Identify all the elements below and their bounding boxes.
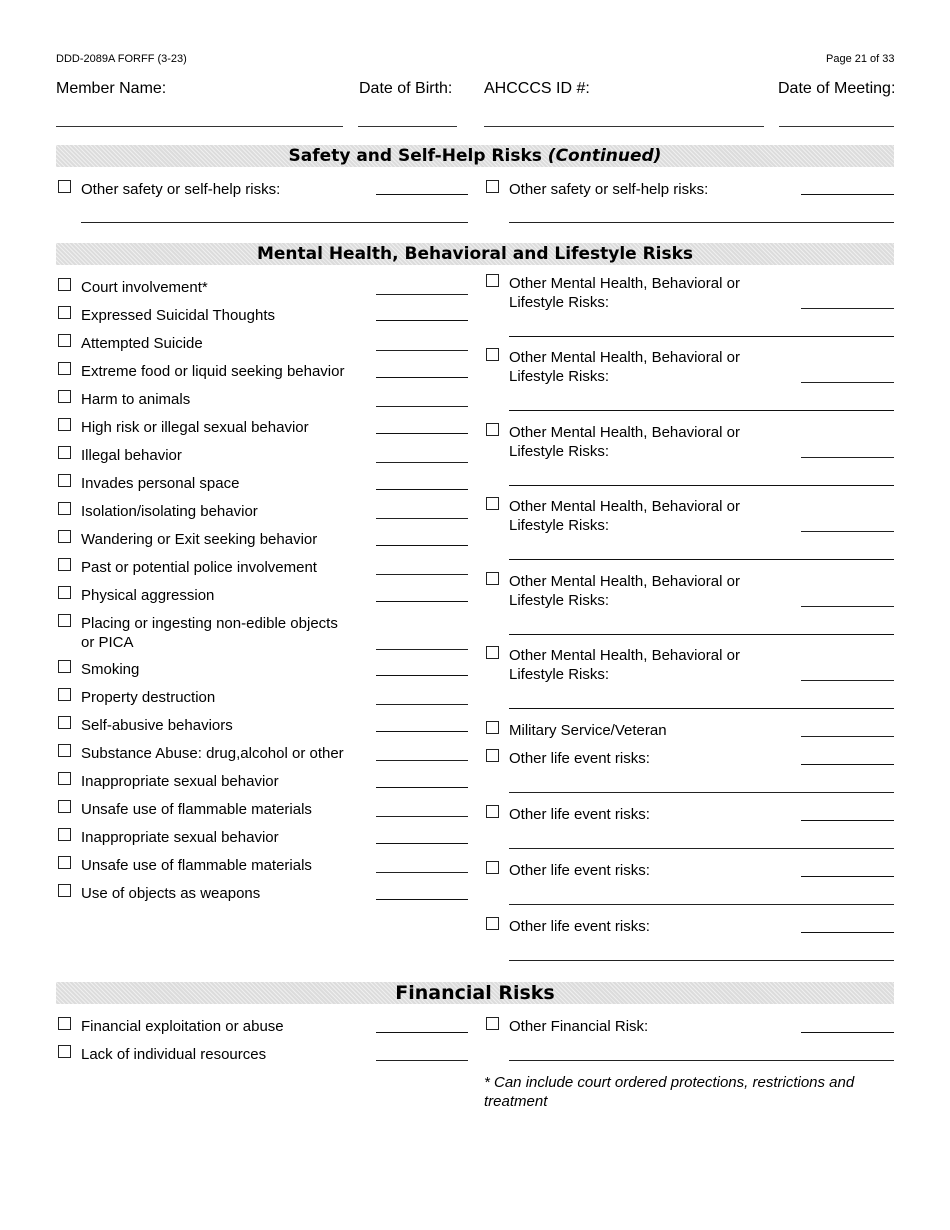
risk-item: Invades personal space — [81, 475, 240, 492]
other-mh-label: Other Mental Health, Behavioral or — [509, 349, 740, 366]
other-mh-line[interactable] — [509, 410, 894, 411]
other-mh-label: Other Mental Health, Behavioral or — [509, 498, 740, 515]
other-mh-label: Other Mental Health, Behavioral or — [509, 573, 740, 590]
life-event-answer[interactable] — [801, 764, 894, 765]
member-name-field[interactable] — [56, 126, 343, 127]
other-mh-label-2: Lifestyle Risks: — [509, 294, 610, 311]
safety-other-left-line[interactable] — [81, 222, 468, 223]
life-event-line[interactable] — [509, 960, 894, 961]
checkbox[interactable] — [58, 530, 71, 543]
other-mh-answer[interactable] — [801, 457, 894, 458]
page-number: Page 21 of 33 — [826, 53, 895, 65]
other-mh-line[interactable] — [509, 634, 894, 635]
checkbox[interactable] — [58, 660, 71, 673]
risk-item: Expressed Suicidal Thoughts — [81, 307, 276, 324]
ahcccs-field[interactable] — [484, 126, 764, 127]
checkbox[interactable] — [58, 418, 71, 431]
life-event-line[interactable] — [509, 904, 894, 905]
ahcccs-label: AHCCCS ID #: — [484, 80, 590, 97]
risk-answer[interactable] — [376, 433, 468, 434]
checkbox[interactable] — [58, 688, 71, 701]
checkbox[interactable] — [58, 614, 71, 627]
life-event-answer[interactable] — [801, 932, 894, 933]
checkbox[interactable] — [58, 502, 71, 515]
risk-answer[interactable] — [376, 377, 468, 378]
other-mh-answer[interactable] — [801, 531, 894, 532]
financial-section-header — [56, 982, 894, 1004]
safety-other-right-line[interactable] — [509, 222, 894, 223]
safety-other-left-answer[interactable] — [376, 194, 468, 195]
safety-other-right-answer[interactable] — [801, 194, 894, 195]
other-mh-label-2: Lifestyle Risks: — [509, 368, 610, 385]
footnote-line-2: treatment — [484, 1093, 548, 1110]
risk-answer[interactable] — [376, 899, 468, 900]
checkbox[interactable] — [58, 828, 71, 841]
risk-item: Wandering or Exit seeking behavior — [81, 531, 318, 548]
meeting-field[interactable] — [779, 126, 894, 127]
other-financial-line[interactable] — [509, 1060, 894, 1061]
risk-answer[interactable] — [376, 320, 468, 321]
risk-item: Attempted Suicide — [81, 335, 203, 352]
risk-answer[interactable] — [376, 574, 468, 575]
other-mh-line[interactable] — [509, 559, 894, 560]
safety-section-header — [56, 145, 894, 167]
financial-item: Financial exploitation or abuse — [81, 1018, 284, 1035]
risk-item: Inappropriate sexual behavior — [81, 773, 279, 790]
risk-answer[interactable] — [376, 406, 468, 407]
risk-item: Inappropriate sexual behavior — [81, 829, 279, 846]
other-mh-answer[interactable] — [801, 382, 894, 383]
risk-item: High risk or illegal sexual behavior — [81, 419, 309, 436]
risk-item: Use of objects as weapons — [81, 885, 261, 902]
checkbox[interactable] — [58, 772, 71, 785]
risk-answer[interactable] — [376, 872, 468, 873]
other-financial-label: Other Financial Risk: — [509, 1018, 649, 1035]
checkbox[interactable] — [486, 749, 499, 762]
checkbox[interactable] — [58, 334, 71, 347]
risk-answer[interactable] — [376, 462, 468, 463]
checkbox[interactable] — [58, 306, 71, 319]
risk-answer[interactable] — [376, 350, 468, 351]
dob-field[interactable] — [358, 126, 457, 127]
life-event-line[interactable] — [509, 792, 894, 793]
dob-label: Date of Birth: — [359, 80, 453, 97]
checkbox[interactable] — [58, 586, 71, 599]
other-mh-label: Other Mental Health, Behavioral or — [509, 647, 740, 664]
checkbox[interactable] — [58, 362, 71, 375]
financial-answer[interactable] — [376, 1060, 468, 1061]
risk-answer[interactable] — [376, 760, 468, 761]
risk-answer[interactable] — [376, 545, 468, 546]
meeting-label: Date of Meeting: — [778, 80, 896, 97]
financial-title: Financial Risks — [395, 982, 555, 1004]
other-mh-label: Other Mental Health, Behavioral or — [509, 424, 740, 441]
checkbox[interactable] — [486, 721, 499, 734]
risk-item: Court involvement* — [81, 279, 208, 296]
checkbox[interactable] — [58, 390, 71, 403]
risk-item: Property destruction — [81, 689, 216, 706]
checkbox[interactable] — [58, 884, 71, 897]
risk-item: Placing or ingesting non-edible objects — [81, 615, 338, 632]
risk-answer[interactable] — [376, 601, 468, 602]
life-event-answer[interactable] — [801, 876, 894, 877]
risk-item: Self-abusive behaviors — [81, 717, 233, 734]
risk-item: Smoking — [81, 661, 140, 678]
other-financial-answer[interactable] — [801, 1032, 894, 1033]
checkbox[interactable] — [486, 348, 499, 361]
safety-title-suffix: (Continued) — [547, 146, 662, 166]
safety-title: Safety and Self-Help Risks — [288, 146, 542, 166]
checkbox[interactable] — [486, 1017, 499, 1030]
checkbox[interactable] — [486, 180, 499, 193]
footnote-line-1: * Can include court ordered protections, restrictions and — [484, 1074, 855, 1091]
checkbox[interactable] — [58, 446, 71, 459]
other-mh-label-2: Lifestyle Risks: — [509, 443, 610, 460]
risk-answer[interactable] — [376, 787, 468, 788]
checkbox[interactable] — [486, 572, 499, 585]
footnote — [484, 1073, 884, 1111]
other-mh-label-2: Lifestyle Risks: — [509, 666, 610, 683]
risk-answer[interactable] — [376, 489, 468, 490]
financial-answer[interactable] — [376, 1032, 468, 1033]
risk-item: Harm to animals — [81, 391, 191, 408]
life-event-line[interactable] — [509, 848, 894, 849]
mental-title: Mental Health, Behavioral and Lifestyle Risks — [256, 244, 694, 264]
life-event-answer[interactable] — [801, 820, 894, 821]
member-name-label: Member Name: — [56, 80, 167, 97]
other-mh-line[interactable] — [509, 485, 894, 486]
checkbox[interactable] — [486, 861, 499, 874]
checkbox[interactable] — [58, 558, 71, 571]
safety-other-left-label: Other safety or self-help risks: — [81, 181, 281, 198]
risk-item: Illegal behavior — [81, 447, 182, 464]
life-event-label: Other life event risks: — [509, 862, 650, 879]
risk-answer[interactable] — [376, 294, 468, 295]
checkbox[interactable] — [58, 1045, 71, 1058]
risk-answer[interactable] — [376, 816, 468, 817]
risk-item: Physical aggression — [81, 587, 215, 604]
other-mh-answer[interactable] — [801, 606, 894, 607]
other-mh-label-2: Lifestyle Risks: — [509, 592, 610, 609]
risk-answer[interactable] — [376, 518, 468, 519]
risk-answer[interactable] — [376, 675, 468, 676]
life-event-label: Other life event risks: — [509, 806, 650, 823]
risk-item: Extreme food or liquid seeking behavior — [81, 363, 345, 380]
checkbox[interactable] — [58, 278, 71, 291]
form-id: DDD-2089A FORFF (3-23) — [56, 53, 187, 65]
checkbox[interactable] — [58, 180, 71, 193]
military-label: Military Service/Veteran — [509, 722, 667, 739]
other-mh-line[interactable] — [509, 708, 894, 709]
checkbox[interactable] — [58, 474, 71, 487]
risk-item: Unsafe use of flammable materials — [81, 857, 312, 874]
checkbox[interactable] — [58, 800, 71, 813]
risk-answer[interactable] — [376, 843, 468, 844]
checkbox[interactable] — [486, 497, 499, 510]
checkbox[interactable] — [486, 917, 499, 930]
financial-item: Lack of individual resources — [81, 1046, 267, 1063]
risk-item: Unsafe use of flammable materials — [81, 801, 312, 818]
risk-item-continued: or PICA — [81, 634, 134, 651]
risk-answer[interactable] — [376, 704, 468, 705]
risk-item: Past or potential police involvement — [81, 559, 317, 576]
other-mh-answer[interactable] — [801, 308, 894, 309]
checkbox[interactable] — [58, 716, 71, 729]
checkbox[interactable] — [58, 856, 71, 869]
other-mh-label-2: Lifestyle Risks: — [509, 517, 610, 534]
risk-item: Substance Abuse: drug,alcohol or other — [81, 745, 344, 762]
checkbox[interactable] — [486, 646, 499, 659]
safety-other-right-label: Other safety or self-help risks: — [509, 181, 709, 198]
risk-answer[interactable] — [376, 649, 468, 650]
risk-item: Isolation/isolating behavior — [81, 503, 258, 520]
mental-section-header — [56, 243, 894, 265]
checkbox[interactable] — [58, 744, 71, 757]
checkbox[interactable] — [58, 1017, 71, 1030]
life-event-label: Other life event risks: — [509, 750, 650, 767]
life-event-label: Other life event risks: — [509, 918, 650, 935]
checkbox[interactable] — [486, 274, 499, 287]
other-mh-label: Other Mental Health, Behavioral or — [509, 275, 740, 292]
other-mh-answer[interactable] — [801, 680, 894, 681]
checkbox[interactable] — [486, 805, 499, 818]
risk-answer[interactable] — [376, 731, 468, 732]
other-mh-line[interactable] — [509, 336, 894, 337]
checkbox[interactable] — [486, 423, 499, 436]
military-answer[interactable] — [801, 736, 894, 737]
